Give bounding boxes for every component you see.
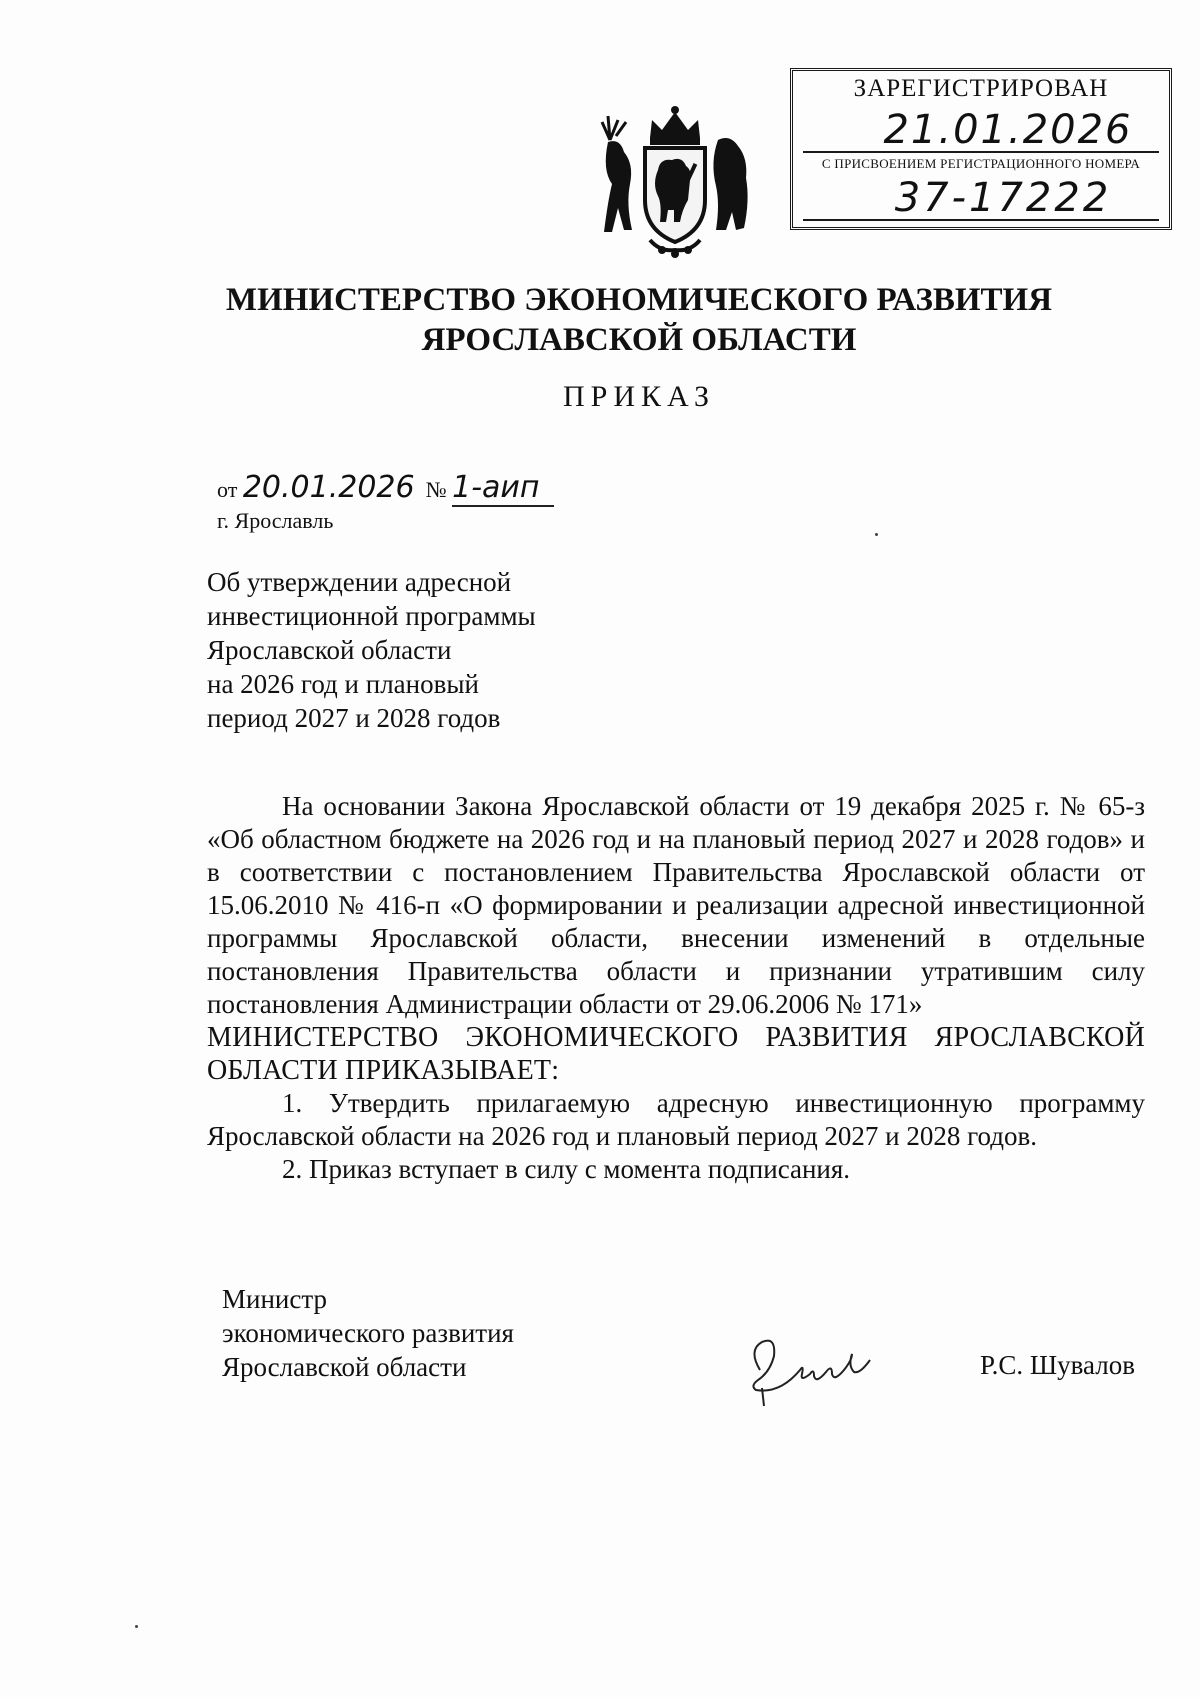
city: г. Ярославль [217,508,334,533]
date-prefix: от [217,477,238,502]
stamp-registration-number: 37-17222 [894,175,1112,221]
ministry-title [0,280,1200,360]
coat-of-arms-emblem [590,100,760,260]
signer-position-line: экономического развития [222,1318,514,1348]
scan-speck [875,533,878,536]
handwritten-signature [740,1330,890,1410]
registration-stamp [790,68,1172,230]
scan-speck [135,1625,138,1628]
order-date: 20.01.2026 [242,470,415,505]
stamp-date: 21.01.2026 [883,107,1133,153]
order-subject [207,565,607,735]
order-item: 1. Утвердить прилагаемую адресную инвестиционную программу Ярославской области на 2026 год и плановый период 2027 и 2028 годов. [207,1088,1145,1151]
stamp-divider [803,219,1159,221]
order-body [207,790,1145,1186]
ministry-title-line: МИНИСТЕРСТВО ЭКОНОМИЧЕСКОГО РАЗВИТИЯ [225,282,1053,318]
signer-position [222,1282,514,1384]
subject-line: инвестиционной программы [207,601,536,631]
decree-paragraph: МИНИСТЕРСТВО ЭКОНОМИЧЕСКОГО РАЗВИТИЯ ЯРОСЛАВСКОЙ ОБЛАСТИ ПРИКАЗЫВАЕТ: [207,1022,1145,1086]
signer-name: Р.С. Шувалов [980,1350,1135,1380]
order-number: 1-аип [452,470,553,507]
stamp-title: ЗАРЕГИСТРИРОВАН [853,75,1109,102]
document-type: ПРИКАЗ [563,380,715,413]
subject-line: Об утверждении адресной [207,567,512,597]
ministry-title-line: ЯРОСЛАВСКОЙ ОБЛАСТИ [421,322,857,358]
preamble-paragraph: На основании Закона Ярославской области от 19 декабря 2025 г. № 65-з «Об областном бюджете на 2026 год и на плановый период 2027 и 2028 годов» и в соответствии с постановлением Правительства Ярославской области от 15.06.2010 № 416-п «О формировании и реализации адресной инвестиционной программы Ярославской области, внесении изменений в отдельные постановления Правительства области и признании утратившим силу постановления Администрации области от 29.06.2006 № 171» [207,791,1145,1019]
signer-position-line: Министр [222,1284,327,1314]
subject-line: на 2026 год и плановый [207,669,479,699]
order-date-number [217,470,554,507]
subject-line: Ярославской области [207,635,452,665]
order-item: 2. Приказ вступает в силу с момента подписания. [282,1154,851,1184]
number-prefix: № [425,477,447,502]
stamp-subtitle: С ПРИСВОЕНИЕМ РЕГИСТРАЦИОННОГО НОМЕРА [821,156,1141,171]
subject-line: период 2027 и 2028 годов [207,703,501,733]
stamp-divider [803,151,1159,153]
signer-position-line: Ярославской области [222,1352,467,1382]
